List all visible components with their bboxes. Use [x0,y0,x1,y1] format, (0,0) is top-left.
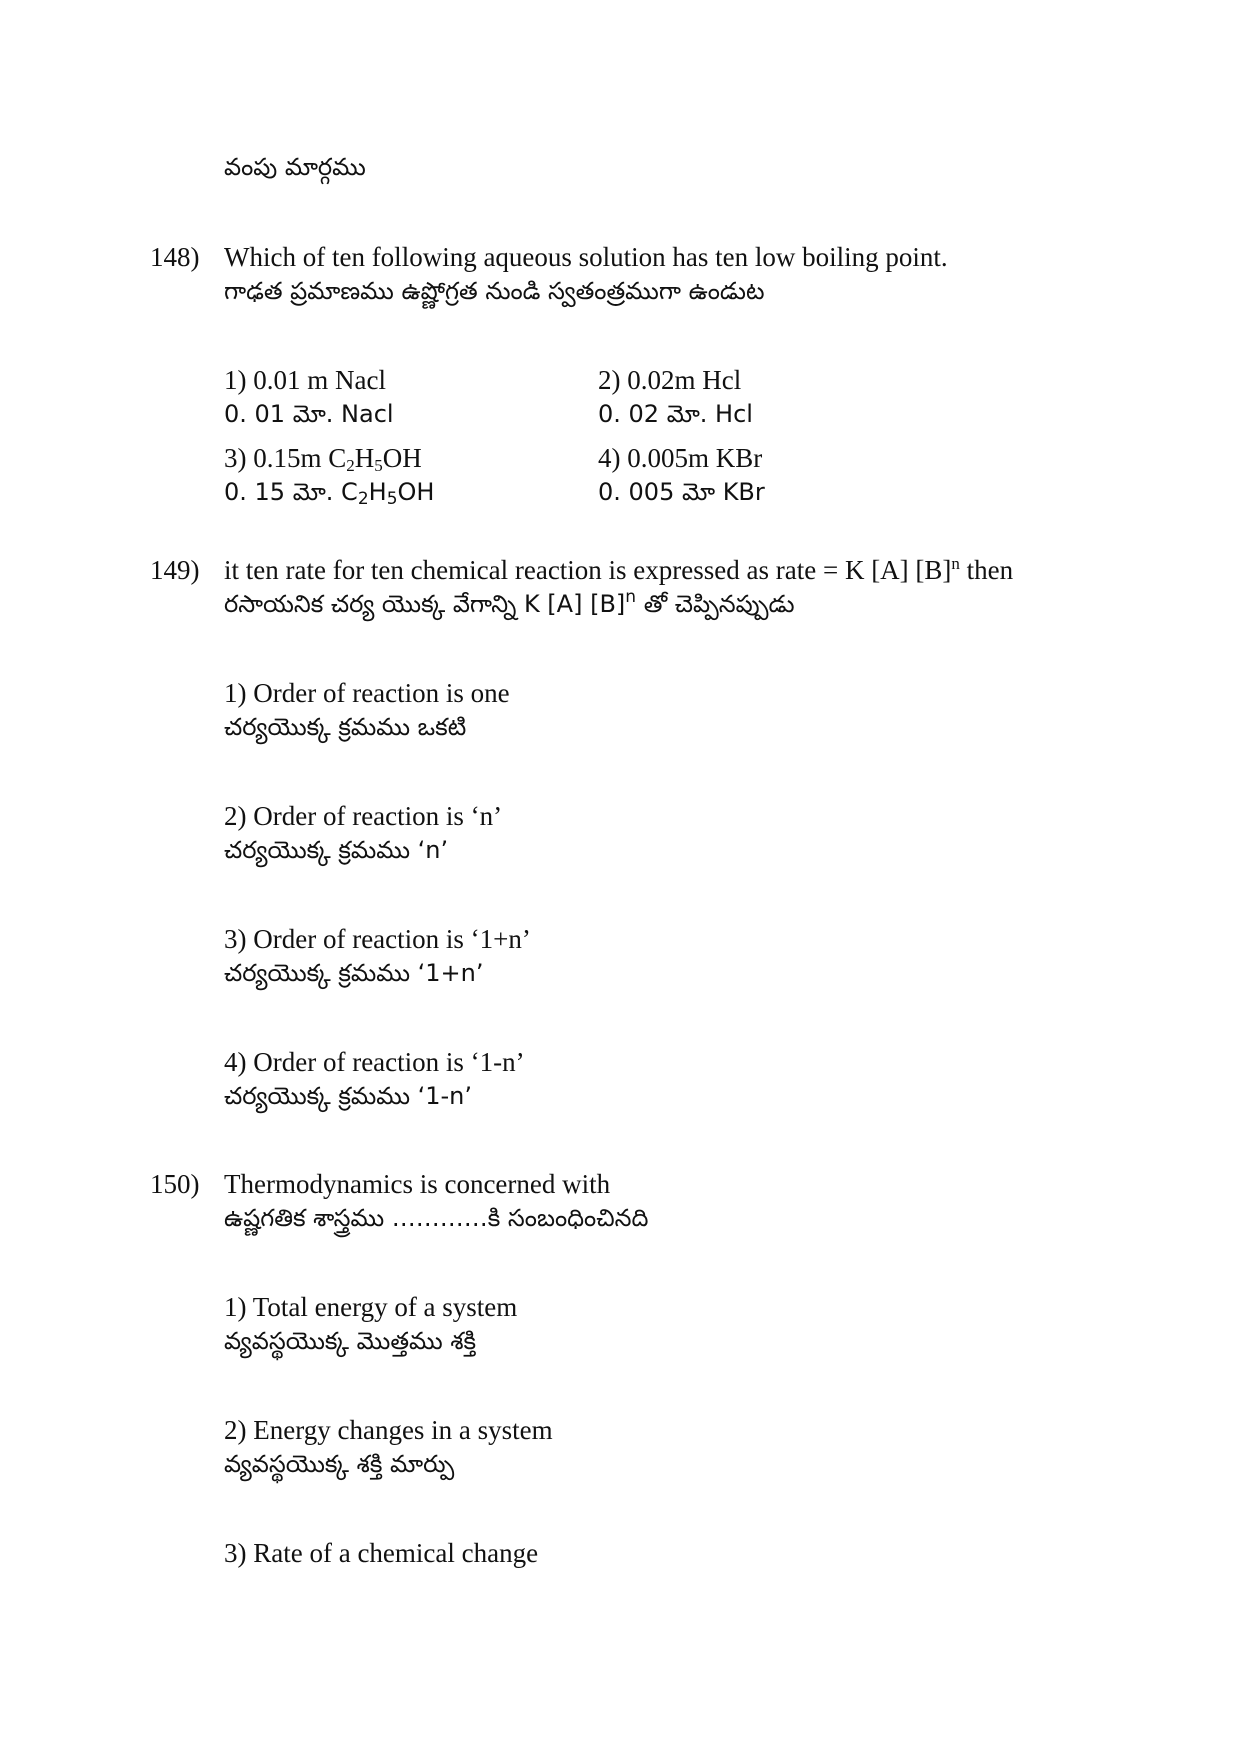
superscript: n [951,554,960,573]
option-3-en: 3) Order of reaction is ‘1+n’ [224,924,531,954]
option-2-te: వ్యవస్థయొక్క శక్తి మార్పు [224,1450,455,1478]
carryover-text: వంపు మార్గము [224,153,366,181]
subscript: 5 [386,489,398,509]
option-1-en: 1) Total energy of a system [224,1292,518,1322]
option-4-te: 0. 005 మో KBr [598,478,765,506]
option-4-te: చర్యయొక్క క్రమము ‘1-n’ [224,1082,473,1110]
question-text-en: Which of ten following aqueous solution has ten low boiling point. [224,242,948,272]
question-number: 150) [150,1169,200,1199]
option-4-en: 4) 0.005m KBr [598,443,763,473]
option-2-te: 0. 02 మో. Hcl [598,400,753,428]
option-2-te: చర్యయొక్క క్రమము ‘n’ [224,836,449,864]
question-text-part: it ten rate for ten chemical reaction is expressed as rate = K [A] [B] [224,555,952,585]
question-text-te: గాఢత ప్రమాణము ఉష్ణోగ్రత నుండి స్వతంత్రముగా ఉండుట [224,277,765,305]
question-text-en: Thermodynamics is concerned with [224,1169,611,1199]
question-text-te [224,587,795,621]
option-3-en: 3) Rate of a chemical change [224,1538,539,1568]
option-3-te: చర్యయొక్క క్రమము ‘1+n’ [224,959,484,987]
option-2-en: 2) Energy changes in a system [224,1415,553,1445]
option-3-en-part: H [354,443,375,473]
option-1-te: 0. 01 మో. Nacl [224,400,394,428]
option-3-te [224,475,434,509]
question-number: 148) [150,242,200,272]
option-3-en-part: OH [382,443,422,473]
option-2-en: 2) Order of reaction is ‘n’ [224,801,503,831]
question-text-part: then [959,555,1014,585]
option-2-en: 2) 0.02m Hcl [598,365,742,395]
option-1-te: చర్యయొక్క క్రమము ఒకటి [224,713,467,741]
question-text-part: రసాయనిక చర్య యొక్క వేగాన్ని K [A] [B] [224,590,626,618]
option-1-en: 1) 0.01 m Nacl [224,365,386,395]
option-1-te: వ్యవస్థయొక్క మొత్తము శక్తి [224,1327,477,1355]
option-4-en: 4) Order of reaction is ‘1-n’ [224,1047,525,1077]
subscript: 2 [357,489,369,509]
question-text-te: ఉష్ణగతిక శాస్త్రము …………కి సంబంధించినది [224,1204,649,1232]
subscript: 2 [346,456,355,475]
question-number: 149) [150,555,200,585]
option-3-te-part: 0. 15 మో. C [224,478,358,506]
option-3-en [224,441,422,475]
option-1-en: 1) Order of reaction is one [224,678,510,708]
option-3-te-part: OH [397,478,435,506]
option-3-te-part: H [368,478,387,506]
superscript: n [625,587,637,607]
question-text-part: తో చెప్పినప్పుడు [636,590,795,618]
option-3-en-part: 3) 0.15m C [224,443,347,473]
question-text-en [224,553,1013,587]
subscript: 5 [374,456,383,475]
